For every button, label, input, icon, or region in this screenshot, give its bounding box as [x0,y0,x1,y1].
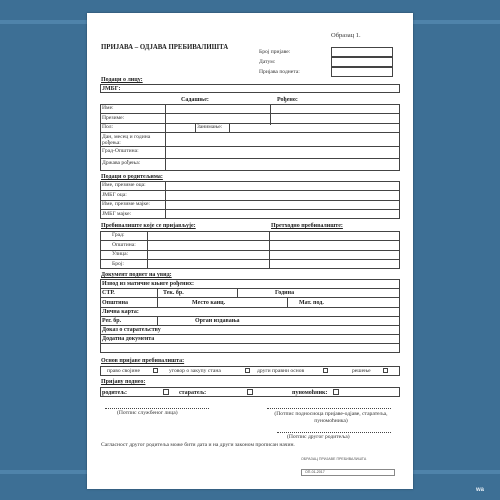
issued-by-label: Орган издавања [195,318,240,324]
col-birth: Рођено: [277,97,298,103]
doc-col-line [287,297,288,307]
basis-heading: Основ пријаве пребивалишта: [101,358,185,364]
doc-col-line [157,316,158,325]
basis-lease[interactable]: уговор о закупу стана [169,368,221,374]
place-label: Место канц. [192,300,226,306]
basis-lease-checkbox[interactable] [245,368,250,373]
row-line [100,123,400,124]
jmbg-label: ЈМБГ: [102,86,121,92]
consent-note: Сагласност другог родитеља може бити дата и на други законом прописан начин. [101,442,295,448]
form-number: Образац 1. [331,32,361,39]
occupation-label: Занимање: [197,124,223,130]
applicant-signature-line[interactable] [267,408,391,409]
jmbg-row[interactable] [100,84,400,93]
guardian-proof-label: Доказ о старатељству [102,327,161,333]
row-line [100,190,400,191]
prev-residence-heading: Претходно пребивалиште: [271,223,343,229]
applicant-signature-caption: (Потпис подносиоца пријаве-одјаве, старатеља, пуномоћника) [274,411,388,424]
res-street-label: Улица: [112,251,129,257]
year-label: Година [275,290,295,296]
new-residence-heading: Пребивалиште које се пријављује: [101,223,196,229]
citizenship-label: Држава рођења: [102,160,141,166]
footer-small: ОБРАЗАЦ ПРИЈАВЕ ПРЕБИВАЛИШТА [301,457,367,461]
row-line [100,343,400,344]
person-heading: Подаци о лицу: [101,77,143,83]
form-page [87,13,413,489]
surname-label: Презиме: [102,115,125,121]
basis-decision[interactable]: решење [352,368,371,374]
row-line [100,288,400,289]
row-line [100,307,400,308]
reg-no2-label: Рег. бр. [102,318,122,324]
col-current: Садашње: [181,97,209,103]
birth-date-label: Дан, месец и година рођења: [102,134,151,147]
other-parent-signature-line[interactable] [277,432,391,433]
row-line [100,209,400,210]
page-label: СТР. [102,290,115,296]
basis-other[interactable]: други правни основ [257,368,305,374]
doc-municipality-label: Општина [102,300,129,306]
basis-decision-checkbox[interactable] [383,368,388,373]
applicant-guardian: старатељ: [179,390,207,396]
form-title: ПРИЈАВА – ОДЈАВА ПРЕБИВАЛИШТА [101,44,229,51]
applicant-proxy-checkbox[interactable] [333,389,339,395]
person-col-line [165,104,166,171]
extract-label: Извод из матичне књиге рођених: [102,281,194,287]
res-number-label: Број: [112,261,124,267]
row-line [100,158,400,159]
res-municipality-label: Општина: [112,242,136,248]
res-city-label: Град: [112,232,125,238]
row-line [100,334,400,335]
doc-col-line [237,288,238,297]
basis-own-checkbox[interactable] [153,368,158,373]
city-label: Град-Општина: [102,148,139,154]
father-label: Име, презиме оца: [102,182,146,188]
row-line [100,113,400,114]
other-parent-signature-caption: (Потпис другог родитеља) [287,434,350,440]
applicant-parent: родитељ: [102,390,127,396]
date-label: Датум: [259,59,276,65]
sex-label: Пол: [102,124,114,130]
document-heading: Документ поднет на увид: [101,272,172,278]
watermark-text: wa [476,487,485,493]
volume-label: Тек. бр. [163,290,184,296]
basis-other-checkbox[interactable] [323,368,328,373]
submitter-field[interactable] [331,67,393,77]
applicant-guardian-checkbox[interactable] [247,389,253,395]
row-line [100,297,400,298]
sex-line [195,123,196,132]
doc-reg-no-label: Мат. под. [299,300,324,306]
official-signature-line[interactable] [105,408,209,409]
row-line [100,325,400,326]
parents-heading: Подаци о родитељима: [101,174,163,180]
submitter-label: Пријава поднета: [259,69,300,75]
name-label: Име: [102,105,114,111]
row-line [100,259,400,260]
row-line [100,316,400,317]
row-line [100,250,400,251]
father-jmbg-label: ЈМБГ оца: [102,192,127,198]
row-line [100,132,400,133]
doc-col-line [157,288,158,307]
form-code: ОП-01-2017 [305,470,325,474]
applicant-heading: Пријаву поднео: [101,379,146,385]
extra-doc-label: Додатна документа [102,336,155,342]
applicant-parent-checkbox[interactable] [163,389,169,395]
reg-no-label: Број пријаве: [259,49,291,55]
date-field[interactable] [331,57,393,67]
official-signature-caption: (Потпис службеног лица) [117,410,178,416]
applicant-proxy: пуномоћник: [292,390,328,396]
mother-label: Име, презиме мајке: [102,201,150,207]
basis-own[interactable]: право својине [107,368,140,374]
id-card-label: Лична карта: [102,309,139,315]
occ-line [229,123,230,132]
mother-jmbg-label: ЈМБГ мајке: [102,211,132,217]
person-col-line [270,104,271,125]
reg-no-field[interactable] [331,47,393,57]
row-line [100,240,400,241]
